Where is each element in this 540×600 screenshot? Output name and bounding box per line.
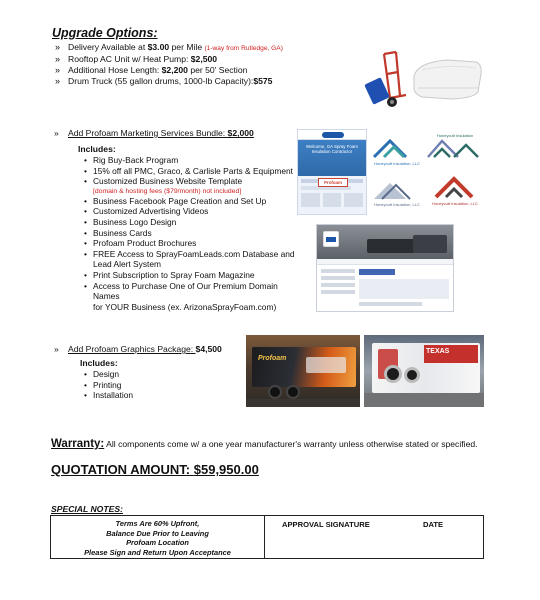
terms-line: Profoam Location bbox=[126, 538, 189, 548]
list-item: • Business Facebook Page Creation and Set Up bbox=[84, 196, 299, 207]
logo-label: Honeycutt Insulation, LLC bbox=[374, 161, 420, 166]
website-template-image bbox=[297, 129, 367, 215]
list-item: • 15% off all PMC, Graco, & Carlisle Parts & Equipment bbox=[84, 166, 299, 177]
upgrade-item: » Rooftop AC Unit w/ Heat Pump: $2,500 bbox=[52, 54, 352, 65]
graphics-includes-label: Includes: bbox=[80, 358, 118, 368]
trailer-wrap-text: Profoam bbox=[258, 355, 287, 362]
logo-label: Honeycutt Insulation bbox=[436, 133, 474, 138]
quotation-amount: QUOTATION AMOUNT: $59,950.00 bbox=[51, 462, 259, 477]
list-item: • Customized Business Website Template bbox=[84, 176, 299, 187]
upgrade-item: » Drum Truck (55 gallon drums, 1000-lb Capacity):$575 bbox=[52, 76, 352, 87]
website-headline: Welcome, GA Spray Foam Insulation Contractor bbox=[306, 144, 358, 154]
upgrade-item: » Additional Hose Length: $2,200 per 50' Section bbox=[52, 65, 352, 76]
graphics-trailer-photo-left bbox=[246, 335, 360, 407]
approval-signature-cell[interactable] bbox=[265, 516, 483, 558]
list-item: • Business Logo Design bbox=[84, 217, 299, 228]
list-item: • Printing bbox=[84, 380, 204, 391]
terms-line: Please Sign and Return Upon Acceptance bbox=[84, 547, 231, 557]
logo-label: Honeycutt Insulation, LLC bbox=[374, 202, 420, 207]
special-notes-table bbox=[50, 515, 484, 559]
facebook-page-image bbox=[316, 224, 454, 312]
list-item: • Access to Purchase One of Our Premium Domain Names bbox=[84, 281, 299, 302]
warranty-line: Warranty: All components come w/ a one year manufacturer's warranty unless otherwise stated or specified. bbox=[51, 438, 478, 450]
logo-label: Honeycutt Insulation, LLC bbox=[432, 201, 478, 206]
trailer-wrap-text: TEXAS bbox=[426, 348, 450, 355]
site-badge: Profoam bbox=[318, 178, 348, 187]
special-notes-heading: SPECIAL NOTES: bbox=[51, 504, 123, 514]
marketing-includes-list bbox=[84, 155, 299, 312]
hand-truck-and-ac-unit-image bbox=[352, 48, 484, 110]
graphics-includes-list bbox=[84, 369, 204, 401]
marketing-bundle-title: » Add Profoam Marketing Services Bundle: $2,000 bbox=[68, 128, 254, 139]
list-item: • Customized Advertising Videos bbox=[84, 206, 299, 217]
list-item: • FREE Access to SprayFoamLeads.com Database and bbox=[84, 249, 299, 260]
terms-line: Terms Are 60% Upfront, bbox=[115, 519, 200, 528]
upgrade-item: » Delivery Available at $3.00 per Mile (1-way from Rutledge, GA) bbox=[52, 42, 352, 54]
logo-designs-image bbox=[370, 127, 484, 217]
upgrade-options-heading: Upgrade Options: bbox=[52, 26, 158, 40]
list-item: • Business Cards bbox=[84, 228, 299, 239]
list-item: • Design bbox=[84, 369, 204, 380]
approval-signature-label: APPROVAL SIGNATURE bbox=[282, 520, 370, 529]
list-item: • Profoam Product Brochures bbox=[84, 238, 299, 249]
list-item: for YOUR Business (ex. ArizonaSprayFoam.com) bbox=[93, 301, 277, 312]
list-item: • Installation bbox=[84, 390, 204, 401]
terms-cell bbox=[51, 516, 265, 558]
marketing-includes-label: Includes: bbox=[78, 144, 116, 154]
graphics-trailer-photo-right bbox=[364, 335, 484, 407]
date-label: DATE bbox=[423, 520, 444, 529]
list-item: • Print Subscription to Spray Foam Magazine bbox=[84, 270, 299, 281]
list-item: • Rig Buy-Back Program bbox=[84, 155, 299, 166]
list-item-note: [domain & hosting fees ($79/month) not included] bbox=[93, 187, 242, 195]
graphics-package-title: » Add Profoam Graphics Package: $4,500 bbox=[68, 344, 222, 355]
upgrade-options-list bbox=[52, 42, 352, 87]
terms-line: Balance Due Prior to Leaving bbox=[106, 528, 209, 538]
list-item: Lead Alert System bbox=[93, 259, 161, 270]
